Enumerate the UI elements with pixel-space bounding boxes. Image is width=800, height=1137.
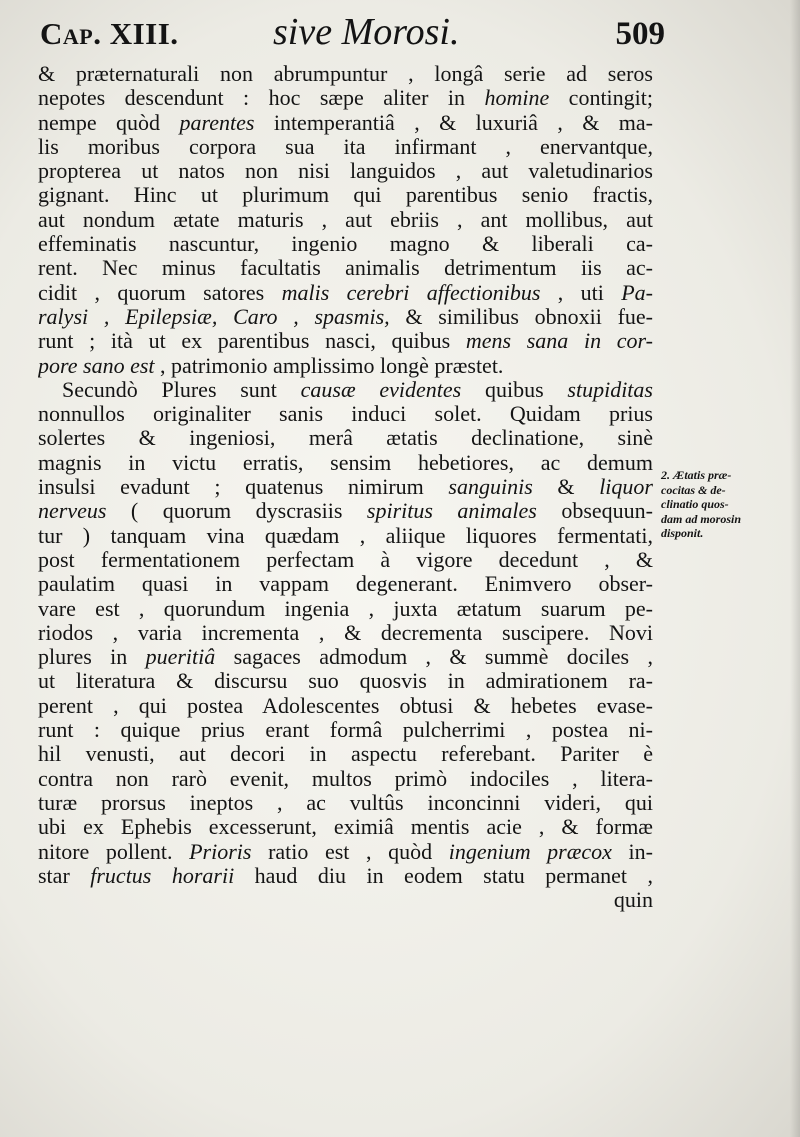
- running-header: [40, 10, 665, 60]
- text-line: ubi ex Ephebis excesserunt, eximiâ mentis acie , & formæ: [38, 815, 653, 840]
- text-line: gignant. Hinc ut plurimum qui parentibus senio fractis,: [38, 183, 653, 208]
- text-line: effeminatis nascuntur, ingenio magno & liberali ca-: [38, 232, 653, 257]
- text-line: nempe quòd parentes intemperantiâ , & luxuriâ , & ma-: [38, 110, 653, 135]
- text-line: nonnullos originaliter sanis induci solet. Quidam prius: [38, 402, 653, 427]
- text-line: & præternaturali non abrumpuntur , longâ serie ad seros: [38, 62, 653, 86]
- margin-note-line: 2. Ætatis præ-: [661, 468, 732, 482]
- body-text: [38, 62, 653, 912]
- text-line: hil venusti, aut decori in aspectu referebant. Pariter è: [38, 742, 653, 767]
- catchword: quin: [613, 888, 653, 913]
- text-line: pore sano est , patrimonio amplissimo longè præstet.: [38, 353, 504, 378]
- margin-note-line: clinatio quos-: [661, 497, 729, 511]
- text-line: nitore pollent. Prioris ratio est , quòd ingenium præcox in-: [38, 839, 653, 864]
- text-line: runt : quique prius erant formâ pulcherrimi , postea ni-: [38, 718, 653, 743]
- text-line: paulatim quasi in vappam degenerant. Enimvero obser-: [38, 572, 653, 597]
- running-title: sive Morosi.: [273, 11, 460, 53]
- margin-note-line: cocitas & de-: [661, 482, 726, 497]
- margin-note-line: disponit.: [661, 526, 704, 540]
- text-line: cidit , quorum satores malis cerebri affectionibus , uti Pa-: [38, 280, 653, 305]
- text-line: magnis in victu erratis, sensim hebetiores, ac demum: [38, 450, 653, 475]
- text-line: perent , qui postea Adolescentes obtusi & hebetes evase-: [38, 693, 653, 718]
- chapter-label: Cap. XIII.: [40, 16, 179, 51]
- text-line: star fructus horarii haud diu in eodem statu permanet ,: [38, 863, 653, 888]
- text-line: runt ; ità ut ex parentibus nasci, quibus mens sana in cor-: [38, 329, 653, 354]
- text-line: tur ) tanquam vina quædam , aliique liquores fermentati,: [38, 523, 653, 548]
- text-line: turæ prorsus ineptos , ac vultûs inconcinni videri, qui: [38, 790, 653, 815]
- text-line: vare est , quorundum ingenia , juxta ætatum suarum pe-: [38, 596, 653, 621]
- text-line: solertes & ingeniosi, merâ ætatis declinatione, sinè: [38, 426, 653, 451]
- text-line: rent. Nec minus facultatis animalis detrimentum iis ac-: [38, 256, 653, 281]
- text-line: Secundò Plures sunt causæ evidentes quibus stupiditas: [62, 377, 653, 402]
- text-line: nepotes descendunt : hoc sæpe aliter in homine contingit;: [38, 86, 653, 111]
- page-edge-shadow: [790, 0, 800, 1137]
- text-line: plures in pueritiâ sagaces admodum , & summè dociles ,: [38, 645, 653, 670]
- margin-note-line: dam ad morosin: [661, 511, 742, 526]
- margin-note: [661, 468, 796, 541]
- text-line: contra non rarò evenit, multos primò indociles , litera-: [38, 766, 653, 791]
- text-line: nerveus ( quorum dyscrasiis spiritus animales obsequun-: [38, 499, 653, 524]
- text-line: riodos , varia incrementa , & decrementa suscipere. Novi: [38, 620, 653, 645]
- text-line: lis moribus corpora sua ita infirmant , enervantque,: [38, 134, 653, 159]
- text-line: post fermentationem perfectam à vigore decedunt , &: [38, 547, 653, 572]
- text-line: aut nondum ætate maturis , aut ebriis , ant mollibus, aut: [38, 207, 653, 232]
- text-line: ralysi , Epilepsiæ, Caro , spasmis, & similibus obnoxii fue-: [38, 304, 653, 329]
- text-line: propterea ut natos non nisi languidos , aut valetudinarios: [38, 159, 653, 184]
- text-line: insulsi evadunt ; quatenus nimirum sanguinis & liquor: [38, 475, 653, 500]
- text-line: ut literatura & discursu suo quosvis in admirationem ra-: [38, 669, 653, 694]
- page-number: 509: [615, 16, 665, 52]
